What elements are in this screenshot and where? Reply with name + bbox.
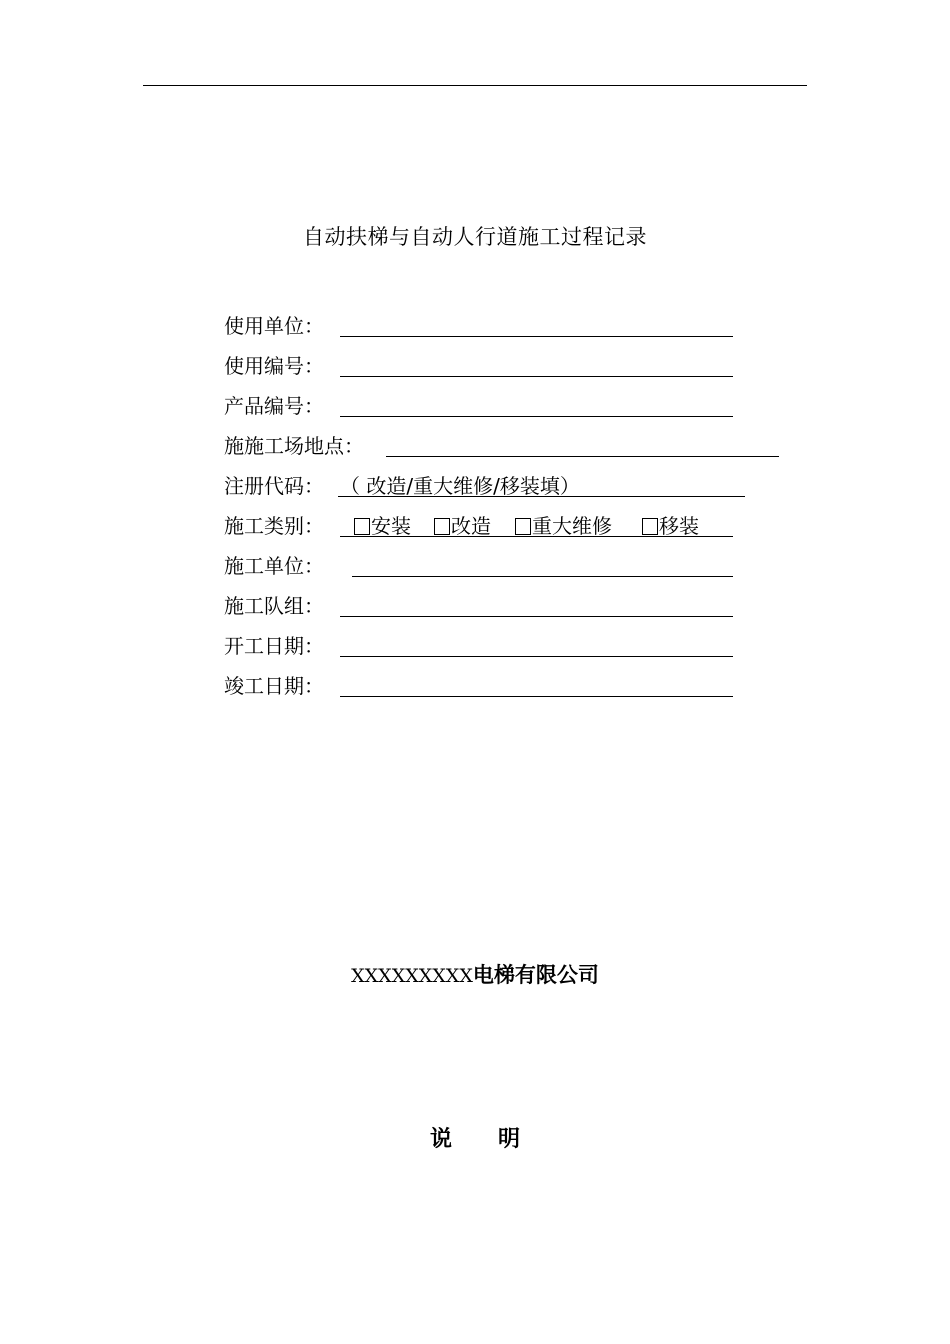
company-name-suffix: 电梯有限公司: [472, 963, 599, 987]
completion-date-label: 竣工日期：: [224, 674, 324, 698]
start-date-label: 开工日期：: [224, 634, 324, 658]
registration-code-label: 注册代码：: [224, 474, 324, 498]
form-row-user-number: [224, 350, 824, 390]
checkbox-icon[interactable]: [515, 518, 531, 535]
form-row-user-unit: [224, 310, 824, 350]
section-heading-second: 明: [498, 1127, 521, 1152]
option-renovation[interactable]: [434, 510, 491, 542]
document-title: 自动扶梯与自动人行道施工过程记录: [303, 225, 647, 249]
form-row-construction-team: [224, 590, 824, 630]
start-date-field[interactable]: [340, 630, 733, 657]
product-number-field[interactable]: [340, 390, 733, 417]
user-number-label: 使用编号：: [224, 354, 324, 378]
construction-type-label: 施工类别：: [224, 514, 324, 538]
form-row-construction-unit: [224, 550, 824, 590]
registration-code-hint: （ 改造/重大维修/移装填）: [340, 474, 580, 498]
option-major-repair-label: 重大维修: [532, 514, 612, 538]
construction-team-label: 施工队组：: [224, 594, 324, 618]
user-number-field[interactable]: [340, 350, 733, 377]
option-install[interactable]: [354, 510, 411, 542]
construction-unit-label: 施工单位：: [224, 554, 324, 578]
construction-unit-field[interactable]: [352, 550, 733, 577]
completion-date-field[interactable]: [340, 670, 733, 697]
checkbox-icon[interactable]: [354, 518, 370, 535]
site-field[interactable]: [386, 430, 779, 457]
option-major-repair[interactable]: [515, 510, 612, 542]
site-label: 施施工场地点：: [224, 434, 364, 458]
option-relocation-label: 移装: [659, 514, 699, 538]
form-row-site: [224, 430, 824, 470]
option-relocation[interactable]: [642, 510, 699, 542]
option-install-label: 安装: [371, 514, 411, 538]
section-heading-first: 说: [429, 1127, 452, 1152]
form-row-construction-type: [224, 510, 824, 550]
user-unit-label: 使用单位：: [224, 314, 324, 338]
product-number-label: 产品编号：: [224, 394, 324, 418]
option-renovation-label: 改造: [451, 514, 491, 538]
company-name: [0, 960, 950, 991]
registration-code-field[interactable]: [338, 470, 745, 497]
form-row-start-date: [224, 630, 824, 670]
checkbox-icon[interactable]: [642, 518, 658, 535]
construction-type-options: [340, 510, 733, 537]
section-heading: [0, 1125, 950, 1155]
header-rule: [143, 85, 807, 86]
user-unit-field[interactable]: [340, 310, 733, 337]
record-form: [224, 310, 824, 710]
form-row-completion-date: [224, 670, 824, 710]
form-row-registration-code: [224, 470, 824, 510]
form-row-product-number: [224, 390, 824, 430]
checkbox-icon[interactable]: [434, 518, 450, 535]
company-name-prefix: XXXXXXXXX: [351, 965, 473, 987]
construction-team-field[interactable]: [340, 590, 733, 617]
